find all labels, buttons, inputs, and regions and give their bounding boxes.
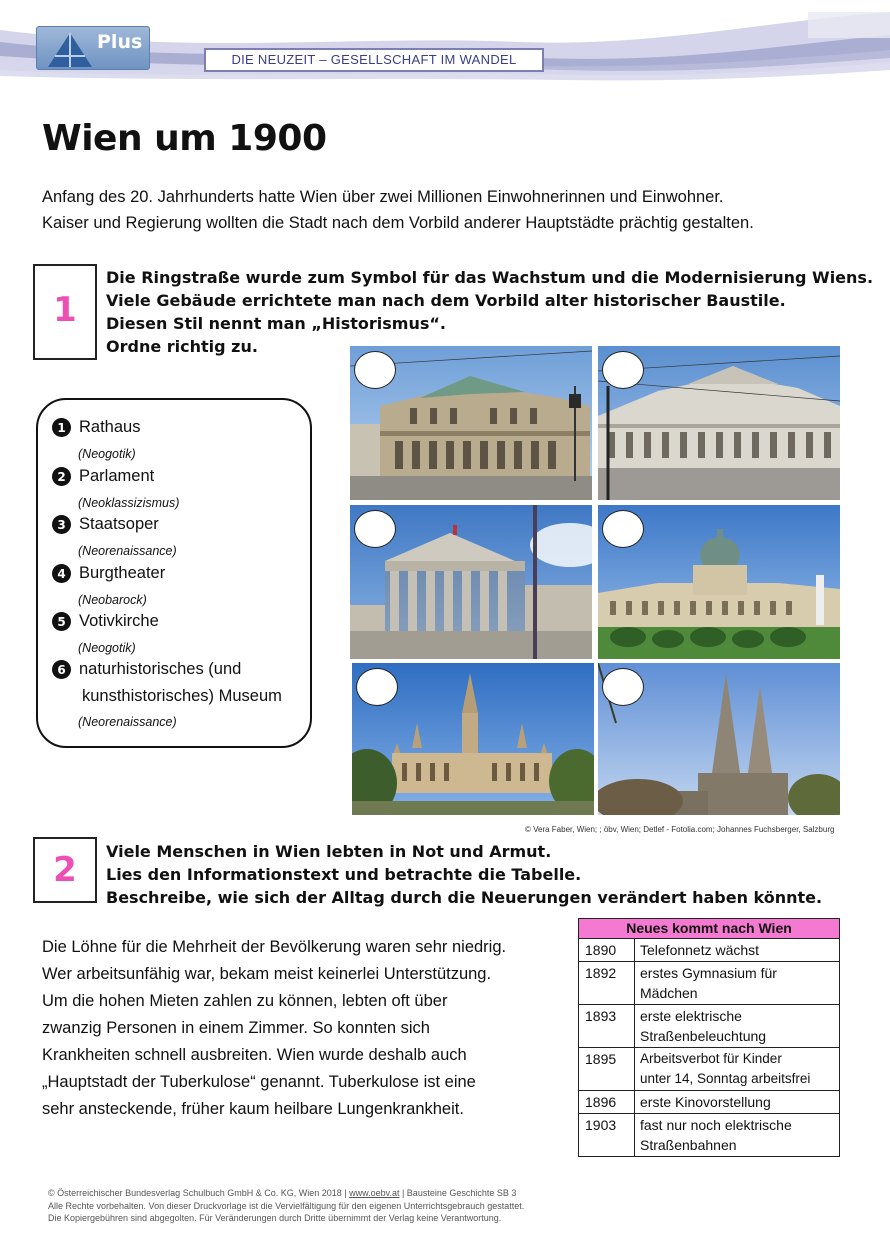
building-name: Burgtheater: [79, 564, 166, 582]
answer-circle[interactable]: [602, 510, 644, 548]
number-badge: 1: [52, 418, 71, 437]
burgtheater-photo: [598, 346, 840, 500]
town-hall-photo: [352, 663, 594, 815]
style-note: (Neorenaissance): [78, 544, 177, 558]
event-text: Telefonnetz wächst: [640, 942, 760, 958]
number-badge: 4: [52, 564, 71, 583]
table-row: [579, 939, 839, 962]
table-row: [579, 962, 839, 1005]
answer-circle[interactable]: [602, 351, 644, 389]
task-2-line-2: Lies den Informationstext und betrachte die Tabelle.: [106, 865, 582, 884]
event-text: erstes Gymnasium für: [640, 965, 777, 981]
footer-book-title: | Bausteine Geschichte SB 3: [399, 1188, 517, 1198]
footer-line-3: Die Kopiergebühren sind abgegolten. Für Veränderungen durch Dritte übernimmt der Verlag keine Verantwortung.: [48, 1213, 502, 1223]
event-text: unter 14, Sonntag arbeitsfrei: [640, 1071, 811, 1086]
table-row: [579, 1114, 839, 1156]
info-text: [42, 934, 562, 1123]
chapter-title: DIE NEUZEIT – GESELLSCHAFT IM WANDEL: [204, 48, 544, 72]
number-badge: 3: [52, 515, 71, 534]
table-row: [579, 1091, 839, 1114]
year-cell: 1893: [579, 1005, 635, 1047]
building-name: Rathaus: [79, 418, 141, 436]
style-note: (Neobarock): [78, 593, 147, 607]
building-name: Parlament: [79, 467, 155, 485]
number-badge: 6: [52, 660, 71, 679]
task-1-line-1: Die Ringstraße wurde zum Symbol für das Wachstum und die Modernisierung Wiens.: [106, 268, 874, 287]
task-1-line-3: Diesen Stil nennt man „Historismus“.: [106, 314, 446, 333]
event-text: erste elektrische: [640, 1008, 742, 1024]
intro-text: [42, 184, 842, 236]
info-line: sehr ansteckende, früher kaum heilbare Lungenkrankheit.: [42, 1100, 464, 1118]
event-text: Arbeitsverbot für Kinder: [640, 1051, 782, 1066]
task-1-number: 1: [33, 264, 97, 360]
answer-circle[interactable]: [356, 668, 398, 706]
info-line: Um die hohen Mieten zahlen zu können, lebten oft über: [42, 992, 448, 1010]
triangle-logo-icon: [45, 31, 95, 69]
event-text: Straßenbahnen: [640, 1137, 737, 1153]
event-text: fast nur noch elektrische: [640, 1117, 792, 1133]
event-text: Mädchen: [640, 985, 698, 1001]
building-name: naturhistorisches (und: [79, 660, 242, 678]
innovations-table: [578, 918, 840, 1157]
style-note: (Neogotik): [78, 447, 136, 461]
intro-line-2: Kaiser und Regierung wollten die Stadt nach dem Vorbild anderer Hauptstädte prächtig gestalten.: [42, 214, 754, 232]
photo-credits: © Vera Faber, Wien; ; öbv, Wien; Detlef - Fotolia.com; Johannes Fuchsberger, Salzburg: [525, 825, 835, 834]
list-item-staatsoper: [52, 515, 159, 534]
list-item-museum: [52, 660, 241, 679]
table-row: [579, 1048, 839, 1091]
list-item-votivkirche: [52, 612, 159, 631]
footer: [48, 1187, 524, 1225]
event-text: Straßenbeleuchtung: [640, 1028, 767, 1044]
info-line: „Hauptstadt der Tuberkulose“ genannt. Tuberkulose ist eine: [42, 1073, 476, 1091]
year-cell: 1890: [579, 939, 635, 961]
logo-text: Plus: [97, 31, 143, 53]
event-cell: [635, 1005, 839, 1047]
task-2-number: 2: [33, 837, 97, 903]
table-header: Neues kommt nach Wien: [579, 919, 839, 939]
number-badge: 2: [52, 467, 71, 486]
event-cell: [635, 1114, 839, 1156]
task-1-line-4: Ordne richtig zu.: [106, 337, 258, 356]
building-name: Staatsoper: [79, 515, 159, 533]
style-note: (Neoklassizismus): [78, 496, 180, 510]
number-badge: 5: [52, 612, 71, 631]
task-1-line-2: Viele Gebäude errichtete man nach dem Vorbild alter historischer Baustile.: [106, 291, 786, 310]
plus-logo: [36, 26, 150, 70]
event-cell: [635, 1048, 839, 1090]
task-2-line-3: Beschreibe, wie sich der Alltag durch die Neuerungen verändert haben könnte.: [106, 888, 823, 907]
style-note: (Neogotik): [78, 641, 136, 655]
header-banner: [0, 0, 890, 90]
footer-line-2: Alle Rechte vorbehalten. Von dieser Druckvorlage ist die Vervielfältigung für den eigenen Unterrichtsgebrauch gestattet.: [48, 1200, 525, 1211]
info-line: Die Löhne für die Mehrheit der Bevölkerung waren sehr niedrig.: [42, 938, 507, 956]
parliament-photo: [350, 505, 592, 659]
event-cell: [635, 1091, 839, 1113]
answer-circle[interactable]: [354, 351, 396, 389]
publisher-link[interactable]: www.oebv.at: [349, 1188, 400, 1198]
building-name-continued: kunsthistorisches) Museum: [82, 687, 282, 705]
event-cell: [635, 962, 839, 1004]
info-line: zwanzig Personen in einem Zimmer. So konnten sich: [42, 1019, 430, 1037]
table-row: [579, 1005, 839, 1048]
answer-circle[interactable]: [602, 668, 644, 706]
museum-photo: [598, 505, 840, 659]
opera-house-photo: [350, 346, 592, 500]
footer-copyright: © Österreichischer Bundesverlag Schulbuch GmbH & Co. KG, Wien 2018 |: [48, 1188, 350, 1198]
task-2-line-1: Viele Menschen in Wien lebten in Not und Armut.: [106, 842, 552, 861]
year-cell: 1892: [579, 962, 635, 1004]
task-1-instructions: [106, 266, 873, 358]
list-item-rathaus: [52, 418, 140, 437]
year-cell: 1895: [579, 1048, 635, 1090]
footer-line-1: [48, 1187, 524, 1200]
task-2-instructions: [106, 840, 822, 909]
answer-circle[interactable]: [354, 510, 396, 548]
event-cell: [635, 939, 839, 961]
year-cell: 1896: [579, 1091, 635, 1113]
votive-church-photo: [598, 663, 840, 815]
year-cell: 1903: [579, 1114, 635, 1156]
intro-line-1: Anfang des 20. Jahrhunderts hatte Wien über zwei Millionen Einwohnerinnen und Einwohner.: [42, 188, 724, 206]
building-name: Votivkirche: [79, 612, 159, 630]
list-item-burgtheater: [52, 564, 165, 583]
building-list: [36, 398, 312, 748]
page-title: Wien um 1900: [42, 118, 327, 159]
info-line: Wer arbeitsunfähig war, bekam meist keinerlei Unterstützung.: [42, 965, 492, 983]
info-line: Krankheiten schnell ausbreiten. Wien wurde deshalb auch: [42, 1046, 467, 1064]
style-note: (Neorenaissance): [78, 715, 177, 729]
event-text: erste Kinovorstellung: [640, 1094, 771, 1110]
list-item-parlament: [52, 467, 154, 486]
